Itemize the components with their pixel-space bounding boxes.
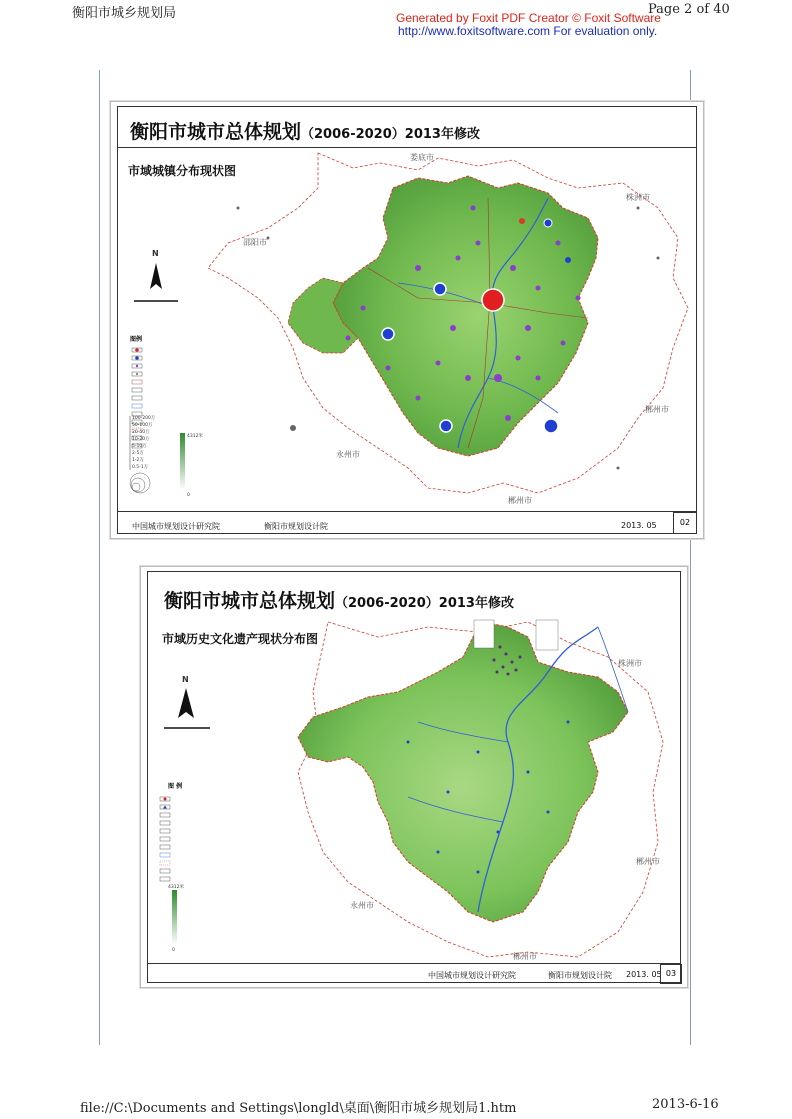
label-yongzhou: 永州市 [336, 450, 360, 459]
hengyang-region [298, 622, 628, 922]
population-legend [130, 415, 156, 470]
print-date: 2013-6-16 [652, 1097, 719, 1112]
footer-date: 2013. 05 [621, 521, 657, 530]
label-yongzhou: 永州市 [350, 901, 374, 910]
svg-text:2-5万: 2-5万 [132, 451, 144, 456]
footer-org-1: 中国城市规划设计研究院 [428, 971, 516, 980]
county-marker [519, 218, 525, 224]
sheet-number: 03 [660, 964, 682, 984]
legend-title: 图例 [130, 336, 143, 343]
svg-text:1-2万: 1-2万 [132, 458, 144, 463]
map-panel-1 [110, 101, 704, 539]
label-chenzhou-bottom: 郴州市 [508, 496, 532, 505]
svg-text:50-100万: 50-100万 [132, 423, 153, 428]
label-zhuzhou: 株洲市 [618, 659, 642, 668]
sheet-number: 02 [673, 512, 697, 534]
map2-title: 衡阳市城市总体规划（2006-2020）2013年修改 [164, 590, 514, 612]
legend-swatches [160, 797, 170, 881]
left-rule [99, 70, 100, 1045]
elevation-bar [180, 433, 185, 490]
north-label: N [182, 675, 189, 684]
foxit-notice: Generated by Foxit PDF Creator © Foxit Software [396, 11, 661, 25]
map-panel-2 [140, 566, 688, 988]
county-marker [565, 257, 571, 263]
label-shaoyang: 邵阳市 [243, 238, 267, 247]
page-info: Page 2 of 40 [648, 2, 730, 17]
label-zhuzhou: 株洲市 [626, 193, 650, 202]
map2-canvas [148, 612, 680, 962]
footer-date: 2013. 05 [626, 970, 662, 979]
legend-title: 图 例 [168, 783, 183, 790]
map1-subtitle: 市域城镇分布现状图 [128, 164, 237, 178]
site-title: 衡阳市城乡规划局 [72, 6, 177, 21]
label-chenzhou: 郴州市 [636, 857, 660, 866]
elevation-max: 4312米 [187, 434, 203, 439]
svg-text:100-200万: 100-200万 [132, 416, 156, 421]
info-box [474, 620, 494, 648]
county-marker [434, 283, 446, 295]
foxit-link[interactable]: http://www.foxitsoftware.com For evaluation only. [398, 24, 658, 38]
label-chenzhou-bottom: 郴州市 [513, 952, 537, 961]
map2-subtitle: 市域历史文化遗产现状分布图 [162, 632, 319, 646]
info-box [536, 620, 558, 650]
elevation-bar [172, 890, 177, 945]
elevation-max: 4312米 [168, 885, 184, 890]
elevation-min: 0 [172, 948, 175, 953]
county-marker [382, 328, 394, 340]
footer-divider [118, 511, 696, 512]
footer-org-2: 衡阳市规划设计院 [548, 971, 612, 980]
footer-divider [148, 963, 680, 964]
size-rings [130, 473, 150, 493]
footer-org-1: 中国城市规划设计研究院 [132, 522, 220, 531]
svg-text:5-10万: 5-10万 [132, 444, 147, 449]
footer-org-2: 衡阳市规划设计院 [264, 522, 328, 531]
svg-text:0.5-1万: 0.5-1万 [132, 465, 149, 470]
label-chenzhou: 郴州市 [645, 405, 669, 414]
svg-text:20-50万: 20-50万 [132, 430, 150, 435]
map1-canvas [118, 148, 696, 510]
county-marker [544, 419, 558, 433]
north-arrow-icon [150, 263, 162, 289]
label-loudi: 娄底市 [410, 153, 434, 162]
county-marker [544, 219, 552, 227]
city-center-marker [482, 289, 504, 311]
file-path: file://C:\Documents and Settings\longld\桌面\衡阳市城乡规划局1.htm [80, 1101, 517, 1116]
svg-text:10-20万: 10-20万 [132, 437, 150, 442]
map1-title: 衡阳市城市总体规划（2006-2020）2013年修改 [130, 121, 480, 143]
elevation-min: 0 [187, 493, 190, 498]
county-marker [440, 420, 452, 432]
north-arrow-icon [178, 688, 194, 718]
north-label: N [152, 249, 159, 258]
hengyang-region [333, 176, 598, 456]
